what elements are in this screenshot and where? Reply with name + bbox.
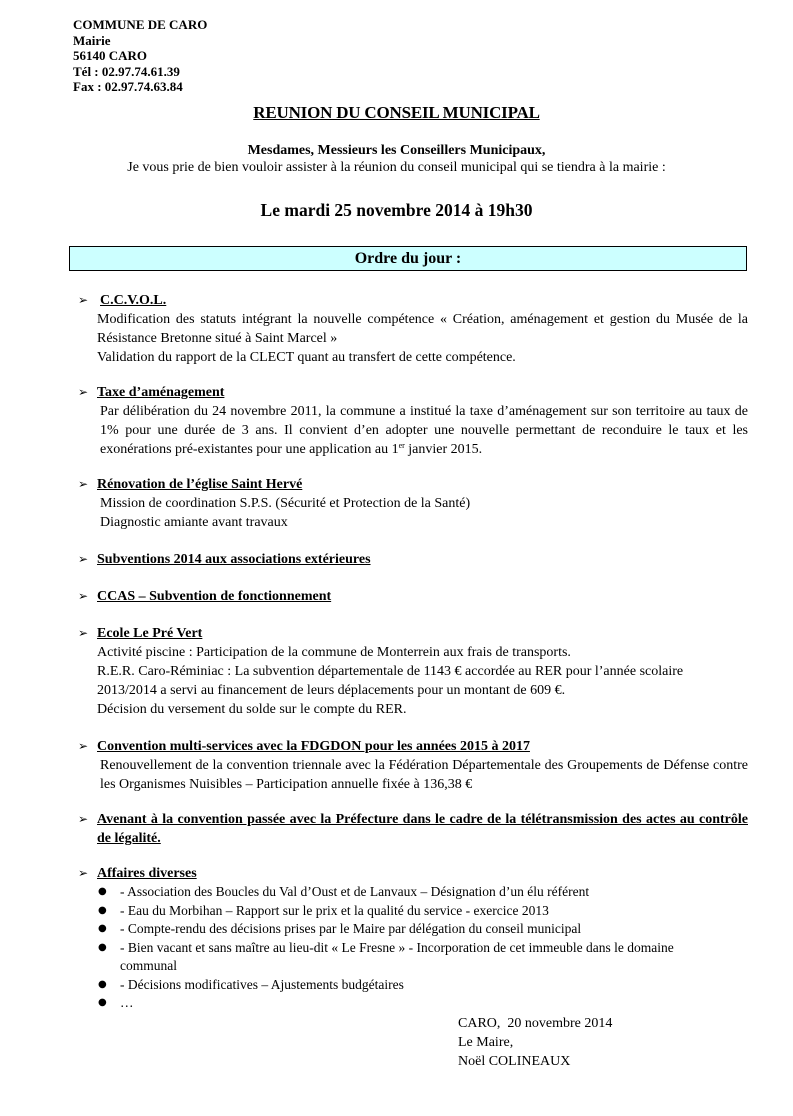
bullet-dot-icon: ● — [98, 904, 107, 916]
agenda-item-ccas — [78, 587, 748, 606]
agenda-item-text: Renouvellement de la convention triennale avec la Fédération Départementale des Groupements de Défense contre les Organismes Nuisibles – Participation annuelle fixée à 136,38 € — [100, 758, 748, 792]
arrow-bullet-icon: ➢ — [78, 293, 89, 307]
agenda-item-title: Avenant à la convention passée avec la Préfecture dans le cadre de la télétransmission des actes au contrôle de légalité. — [97, 812, 748, 846]
agenda-item-text: Validation du rapport de la CLECT quant au transfert de cette compétence. — [97, 350, 516, 365]
agenda-item-convention-fdgdon — [78, 737, 748, 794]
arrow-bullet-icon: ➢ — [78, 552, 89, 566]
agenda-item-renovation-eglise — [78, 475, 748, 532]
agenda-item-title: Affaires diverses — [97, 866, 197, 881]
agenda-item-title: CCAS – Subvention de fonctionnement — [97, 589, 332, 604]
agenda-heading: Ordre du jour : — [354, 250, 462, 267]
signature-role: Le Maire, — [458, 1035, 514, 1050]
agenda-item-ecole-pre-vert — [78, 624, 748, 719]
agenda-item-text: Activité piscine : Participation de la commune de Monterrein aux frais de transports. — [97, 645, 571, 660]
list-item: ● - Bien vacant et sans maître au lieu-dit « Le Fresne » - Incorporation de cet immeuble dans le domaine communal — [95, 939, 695, 976]
list-item: ● - Association des Boucles du Val d’Oust et de Lanvaux – Désignation d’un élu référent — [95, 883, 695, 902]
agenda-item-title: Subventions 2014 aux associations extérieures — [97, 552, 371, 567]
signature-block — [458, 1014, 612, 1071]
agenda-item-affaires-diverses — [78, 864, 748, 1013]
agenda-item-title: Taxe d’aménagement — [97, 385, 225, 400]
bullet-dot-icon: ● — [98, 941, 107, 953]
arrow-bullet-icon: ➢ — [78, 739, 89, 753]
greeting: Mesdames, Messieurs les Conseillers Municipaux, — [247, 143, 546, 158]
agenda-item-title: Convention multi-services avec la FDGDON pour les années 2015 à 2017 — [97, 739, 530, 754]
agenda-item-text: Décision du versement du solde sur le compte du RER. — [97, 702, 407, 717]
agenda-heading-box — [69, 246, 747, 271]
bullet-dot-icon: ● — [98, 886, 107, 897]
commune-name: COMMUNE DE CARO — [73, 17, 208, 32]
agenda-item-text: Mission de coordination S.P.S. (Sécurité et Protection de la Santé) — [100, 496, 471, 511]
meeting-date: Le mardi 25 novembre 2014 à 19h30 — [260, 200, 533, 220]
agenda-item-text: Par délibération du 24 novembre 2011, la commune a institué la taxe d’aménagement sur son territoire au taux de 1% pour une durée de 3 ans. Il convient d’en adopter une nouvelle permettant de reconduire le taux et les exonérations pré-existantes pour une application au 1er janvier 2015. — [100, 404, 748, 457]
list-item: ● - Compte-rendu des décisions prises par le Maire par délégation du conseil municipal — [95, 920, 695, 939]
agenda-item-taxe-amenagement — [78, 383, 748, 459]
arrow-bullet-icon: ➢ — [78, 866, 89, 880]
arrow-bullet-icon: ➢ — [78, 477, 89, 491]
agenda-item-text: Diagnostic amiante avant travaux — [100, 515, 288, 530]
list-item: ● - Eau du Morbihan – Rapport sur le prix et la qualité du service - exercice 2013 — [95, 902, 695, 921]
arrow-bullet-icon: ➢ — [78, 385, 89, 399]
agenda-item-text: R.E.R. Caro-Réminiac : La subvention départementale de 1143 € accordée au RER pour l’année scolaire 2013/2014 a servi au financement de leurs déplacements pour un montant de 609 €. — [97, 664, 684, 698]
arrow-bullet-icon: ➢ — [78, 626, 89, 640]
agenda-item-ccvol — [78, 291, 748, 367]
arrow-bullet-icon: ➢ — [78, 812, 89, 826]
phone-number: Tél : 02.97.74.61.39 — [73, 63, 180, 79]
signature-name: Noël COLINEAUX — [458, 1054, 571, 1069]
commune-address-block — [73, 17, 207, 95]
agenda-item-title: Rénovation de l’église Saint Hervé — [97, 477, 303, 492]
list-item: ● … — [95, 994, 695, 1013]
arrow-bullet-icon: ➢ — [78, 589, 89, 603]
bullet-dot-icon: ● — [98, 923, 107, 934]
signature-place-date: CARO, 20 novembre 2014 — [458, 1016, 613, 1031]
bullet-dot-icon: ● — [98, 997, 107, 1008]
intro-text: Je vous prie de bien vouloir assister à la réunion du conseil municipal qui se tiendra à la mairie : — [127, 160, 666, 175]
fax-number: Fax : 02.97.74.63.84 — [73, 79, 183, 94]
agenda-item-text: Modification des statuts intégrant la nouvelle compétence « Création, aménagement et gestion du Musée de la Résistance Bretonne situé à Saint Marcel » — [97, 312, 748, 346]
affaires-diverses-list — [95, 883, 695, 1013]
document-title: REUNION DU CONSEIL MUNICIPAL — [253, 103, 540, 122]
bullet-dot-icon: ● — [98, 978, 107, 990]
agenda-item-subventions-2014 — [78, 550, 748, 569]
list-item: ● - Décisions modificatives – Ajustements budgétaires — [95, 976, 695, 995]
postal-address: 56140 CARO — [73, 48, 148, 63]
agenda-item-title: Ecole Le Pré Vert — [97, 626, 203, 641]
agenda-item-title: C.C.V.O.L. — [100, 293, 167, 308]
agenda-item-avenant-prefecture — [78, 810, 748, 848]
mairie-label: Mairie — [73, 32, 111, 48]
